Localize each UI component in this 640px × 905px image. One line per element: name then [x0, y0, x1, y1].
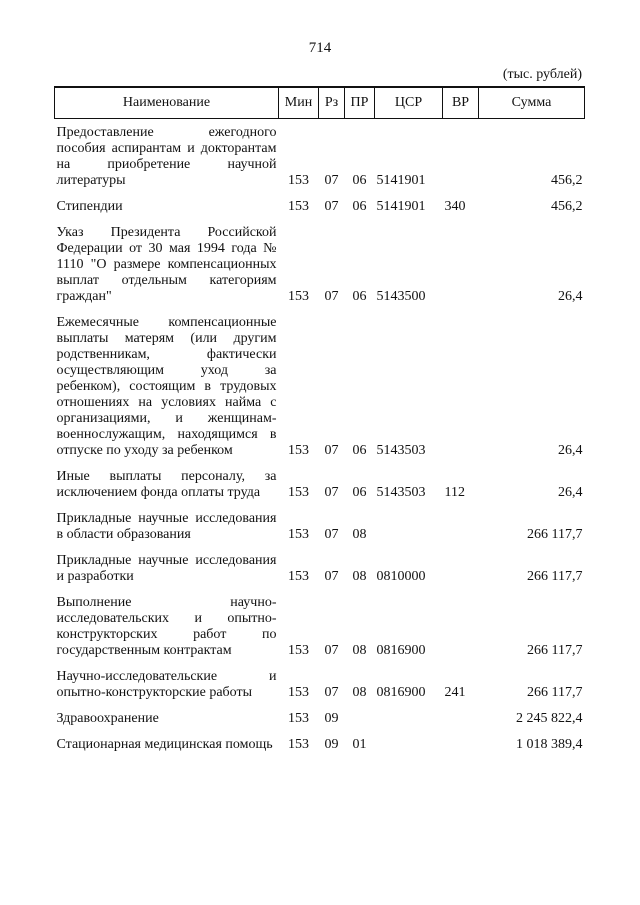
cell-min: 153 — [288, 569, 309, 584]
cell-min: 153 — [288, 289, 309, 304]
table-row — [55, 193, 585, 219]
cell-name: Научно-исследовательские и опытно-конструкторские работы — [56, 669, 277, 700]
cell-name: Стипендии — [56, 199, 123, 214]
cell-rz: 07 — [324, 289, 339, 304]
units-note: (тыс. рублей) — [502, 67, 582, 82]
cell-pr: 06 — [352, 199, 367, 214]
cell-rz: 07 — [324, 569, 339, 584]
cell-vr — [443, 705, 479, 731]
cell-csr — [375, 731, 443, 757]
cell-sum: 266 117,7 — [527, 685, 583, 700]
cell-sum: 266 117,7 — [527, 643, 583, 658]
cell-name: Прикладные научные исследования в области образования — [56, 511, 277, 542]
cell-pr: 06 — [352, 173, 367, 188]
cell-rz: 07 — [324, 643, 339, 658]
cell-csr — [375, 505, 443, 547]
cell-vr — [443, 589, 479, 663]
cell-pr: 01 — [352, 737, 367, 752]
cell-vr — [443, 219, 479, 309]
header-sum: Сумма — [479, 87, 585, 119]
cell-name: Предоставление ежегодного пособия аспирантам и докторантам на приобретение научной литературы — [56, 125, 277, 188]
cell-vr — [443, 731, 479, 757]
table-row — [55, 219, 585, 309]
cell-csr — [375, 705, 443, 731]
cell-min: 153 — [288, 737, 309, 752]
cell-sum: 26,4 — [558, 485, 583, 500]
cell-vr: 112 — [444, 485, 465, 500]
cell-rz: 07 — [324, 173, 339, 188]
cell-csr: 5143503 — [376, 443, 426, 458]
table-row — [55, 705, 585, 731]
cell-min: 153 — [288, 485, 309, 500]
cell-name: Прикладные научные исследования и разработки — [56, 553, 277, 584]
cell-pr: 08 — [352, 643, 367, 658]
cell-sum: 26,4 — [558, 289, 583, 304]
table-row — [55, 119, 585, 194]
cell-name: Стационарная медицинская помощь — [56, 737, 273, 752]
cell-vr — [443, 309, 479, 463]
cell-sum: 266 117,7 — [527, 527, 583, 542]
page-number: 714 — [308, 40, 332, 56]
cell-vr — [443, 547, 479, 589]
header-rz: Рз — [319, 87, 345, 119]
cell-sum: 456,2 — [551, 199, 583, 214]
cell-csr: 5141901 — [376, 199, 426, 214]
cell-csr: 0816900 — [376, 685, 426, 700]
cell-min: 153 — [288, 443, 309, 458]
table-row — [55, 589, 585, 663]
cell-name: Ежемесячные компенсационные выплаты матерям (или другим родственникам, фактически осуществляющим уход за ребенком), состоящим в трудовых отношениях на условиях найма с организациями, и женщинам-военнослужащим, находящимся в отпуске по уходу за ребенком — [56, 315, 277, 458]
cell-rz: 07 — [324, 685, 339, 700]
cell-pr: 08 — [352, 569, 367, 584]
table-row — [55, 505, 585, 547]
header-vr: ВР — [443, 87, 479, 119]
cell-pr: 06 — [352, 443, 367, 458]
cell-csr: 5141901 — [376, 173, 426, 188]
cell-min: 153 — [288, 643, 309, 658]
header-row — [55, 87, 585, 119]
budget-table — [54, 86, 585, 757]
cell-min: 153 — [288, 685, 309, 700]
cell-rz: 09 — [324, 711, 339, 726]
cell-name: Иные выплаты персоналу, за исключением фонда оплаты труда — [56, 469, 277, 500]
header-csr: ЦСР — [375, 87, 443, 119]
cell-rz: 07 — [324, 527, 339, 542]
header-name: Наименование — [55, 87, 279, 119]
cell-rz: 07 — [324, 199, 339, 214]
cell-sum: 26,4 — [558, 443, 583, 458]
cell-name: Здравоохранение — [56, 711, 159, 726]
table-row — [55, 547, 585, 589]
cell-sum: 456,2 — [551, 173, 583, 188]
table-row — [55, 463, 585, 505]
cell-csr: 0810000 — [376, 569, 426, 584]
cell-vr — [443, 505, 479, 547]
table-row — [55, 731, 585, 757]
cell-vr: 241 — [444, 685, 466, 700]
cell-pr: 06 — [352, 289, 367, 304]
cell-vr — [443, 119, 479, 194]
header-min: Мин — [279, 87, 319, 119]
cell-csr: 5143503 — [376, 485, 426, 500]
cell-rz: 07 — [324, 485, 339, 500]
cell-vr: 340 — [444, 199, 466, 214]
cell-sum: 2 245 822,4 — [516, 711, 583, 726]
cell-csr: 5143500 — [376, 289, 426, 304]
cell-min: 153 — [288, 199, 309, 214]
cell-name: Указ Президента Российской Федерации от 30 мая 1994 года № 1110 "О размере компенсационных выплат отдельным категориям граждан" — [56, 225, 277, 304]
cell-min: 153 — [288, 711, 309, 726]
cell-min: 153 — [288, 173, 309, 188]
cell-rz: 09 — [324, 737, 339, 752]
cell-pr — [345, 705, 375, 731]
header-pr: ПР — [345, 87, 375, 119]
table-row — [55, 309, 585, 463]
cell-pr: 06 — [352, 485, 367, 500]
cell-rz: 07 — [324, 443, 339, 458]
cell-sum: 1 018 389,4 — [516, 737, 583, 752]
cell-name: Выполнение научно-исследовательских и опытно-конструкторских работ по государственным контрактам — [56, 595, 277, 658]
cell-pr: 08 — [352, 685, 367, 700]
cell-sum: 266 117,7 — [527, 569, 583, 584]
cell-csr: 0816900 — [376, 643, 426, 658]
cell-min: 153 — [288, 527, 309, 542]
table-row — [55, 663, 585, 705]
cell-pr: 08 — [352, 527, 367, 542]
